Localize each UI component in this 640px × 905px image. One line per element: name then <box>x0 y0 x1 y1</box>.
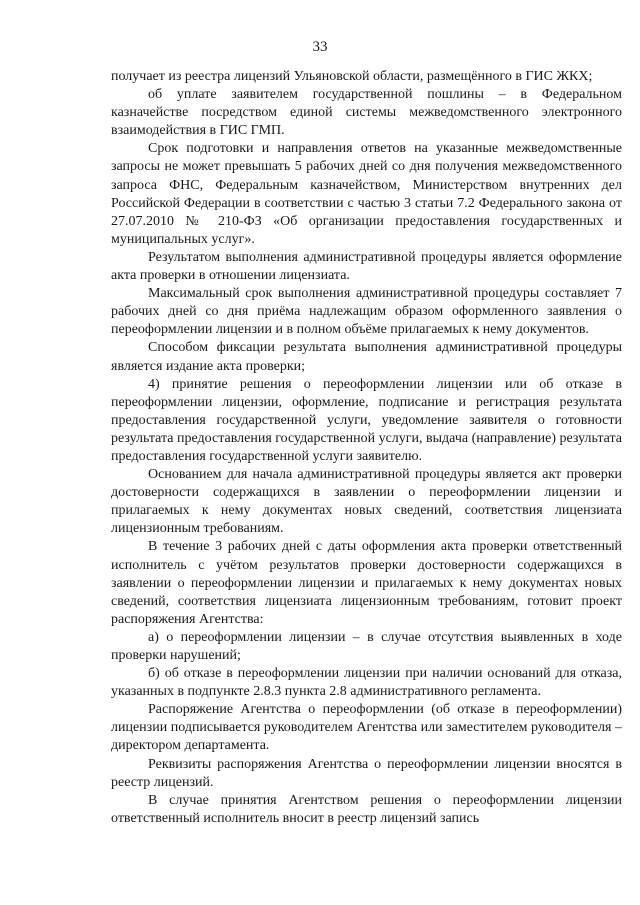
paragraph-9: В течение 3 рабочих дней с даты оформления акта проверки ответственный исполнитель с учётом результатов проверки достоверности содержащихся в заявлении о переоформлении лицензии и прилагаемых к нему документах новых сведений, соответствия лицензиата лицензионным требованиям, готовит проект распоряжения Агентства: <box>111 539 622 627</box>
paragraph-1: получает из реестра лицензий Ульяновской области, размещённого в ГИС ЖКХ; <box>111 69 593 84</box>
paragraph-13: Реквизиты распоряжения Агентства о переоформлении лицензии вносятся в реестр лицензий. <box>111 756 622 790</box>
paragraph-7: 4) принятие решения о переоформлении лицензии или об отказе в переоформлении лицензии, оформление, подписание и регистрация результата предоставления государственной услуги, уведомление заявителя о готовности результата предоставления государственной услуги, выдача (направление) результата предоставления государственной услуги заявителю. <box>111 376 622 464</box>
paragraph-4: Результатом выполнения административной процедуры является оформление акта проверки в отношении лицензиата. <box>111 249 622 284</box>
paragraph-2: об уплате заявителем государственной пошлины – в Федеральном казначействе посредством единой системы межведомственного электронного взаимодействия в ГИС ГМП. <box>111 87 622 139</box>
paragraph-3: Срок подготовки и направления ответов на указанные межведомственные запросы не может превышать 5 рабочих дней со дня получения межведомственного запроса ФНС, Федеральным казначейством, Министерством внутренних дел Российской Федерации в соответствии с частью 3 статьи 7.2 Федерального закона от 27.07.2010 № 210-ФЗ «Об организации предоставления государственных и муниципальных услуг». <box>111 141 622 247</box>
paragraph-8: Основанием для начала административной процедуры является акт проверки достоверности содержащихся в заявлении о переоформлении лицензии и прилагаемых к нему документах новых сведений, соответствия лицензиата лицензионным требованиям. <box>111 467 622 537</box>
paragraph-11: б) об отказе в переоформлении лицензии при наличии оснований для отказа, указанных в подпункте 2.8.3 пункта 2.8 административного регламента. <box>111 666 622 700</box>
paragraph-6: Способом фиксации результата выполнения административной процедуры является издание акта проверки; <box>111 340 622 374</box>
paragraph-5: Максимальный срок выполнения административной процедуры составляет 7 рабочих дней со дня приёма надлежащим образом оформленного заявления о переоформлении лицензии и в полном объёме прилагаемых к нему документов. <box>111 286 622 338</box>
paragraph-12: Распоряжение Агентства о переоформлении (об отказе в переоформлении) лицензии подписывается руководителем Агентства или заместителем руководителя – директором департамента. <box>111 702 622 754</box>
page-number: 33 <box>312 39 328 55</box>
paragraph-14: В случае принятия Агентством решения о переоформлении лицензии ответственный исполнитель вносит в реестр лицензий запись <box>111 792 622 826</box>
document-body <box>111 68 622 828</box>
paragraph-10: а) о переоформлении лицензии – в случае отсутствия выявленных в ходе проверки нарушений; <box>111 629 622 663</box>
